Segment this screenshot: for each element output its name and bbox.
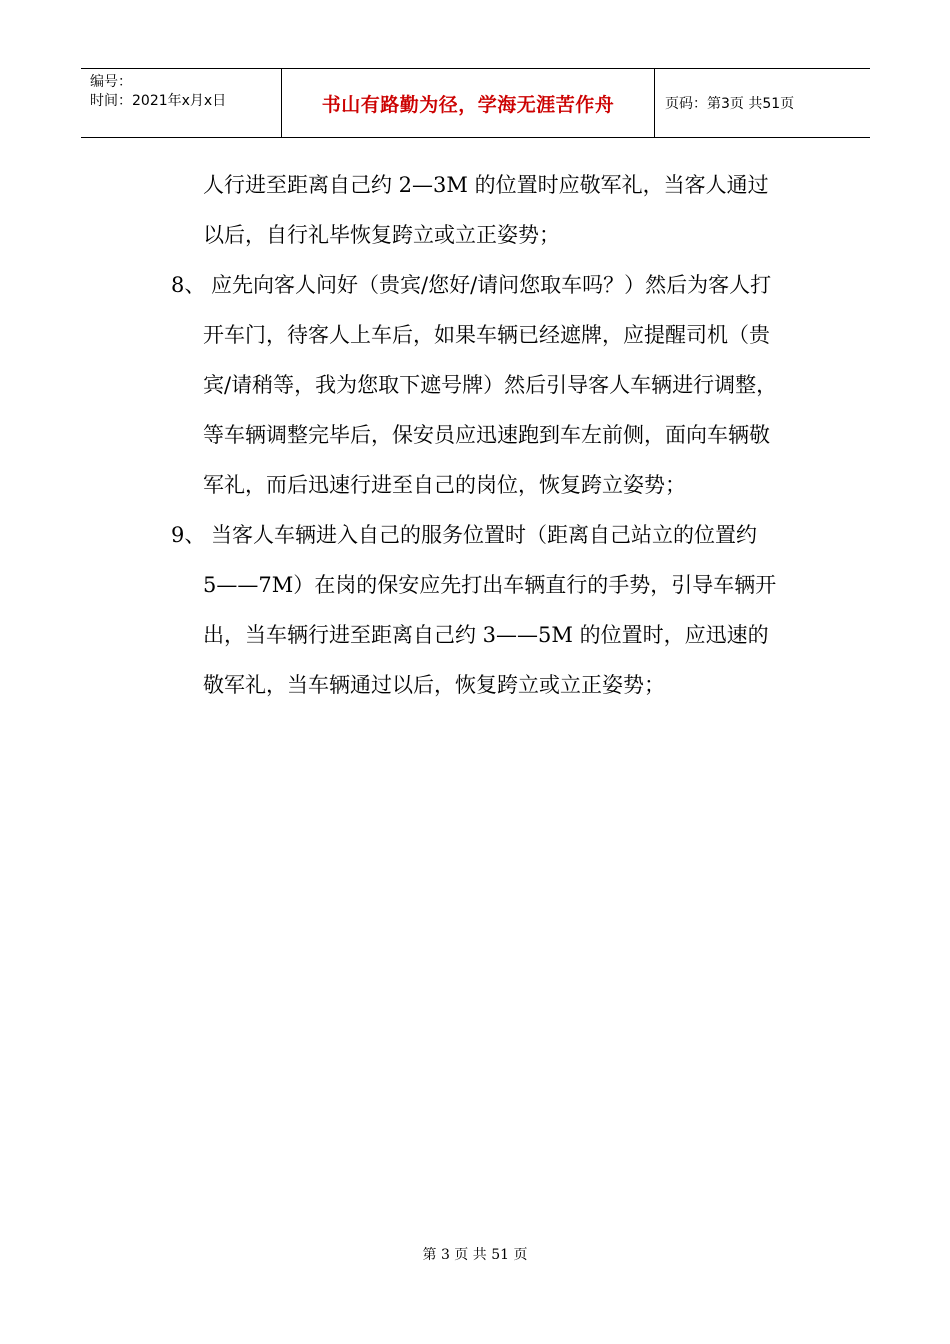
page-footer bbox=[0, 1244, 950, 1264]
paragraph-line: 应先向客人问好（贵宾/您好/请问您取车吗？）然后为客人打 bbox=[211, 273, 772, 297]
paragraph-line: 出，当车辆行进至距离自己约 3——5M 的位置时，应迅速的 bbox=[203, 623, 769, 647]
paragraph-line: 人行进至距离自己约 2—3M 的位置时应敬军礼，当客人通过 bbox=[203, 173, 769, 197]
paragraph-line: 开车门，待客人上车后，如果车辆已经遮牌，应提醒司机（贵 bbox=[203, 323, 770, 347]
paragraph-line: 当客人车辆进入自己的服务位置时（距离自己站立的位置约 bbox=[211, 523, 757, 547]
motto-text: 书山有路勤为径，学海无涯苦作舟 bbox=[321, 93, 615, 116]
paragraph-line: 以后，自行礼毕恢复跨立或立正姿势； bbox=[203, 223, 560, 247]
header-motto-cell bbox=[282, 69, 655, 137]
list-item-number: 8、 bbox=[171, 273, 206, 297]
paragraph-line: 宾/请稍等，我为您取下遮号牌）然后引导客人车辆进行调整， bbox=[203, 373, 778, 397]
paragraph-line: 军礼，而后迅速行进至自己的岗位，恢复跨立姿势； bbox=[203, 473, 686, 497]
footer-page-number: 第 3 页 共 51 页 bbox=[422, 1247, 528, 1263]
date-label: 时间：2021年x月x日 bbox=[90, 93, 227, 109]
header-meta-cell bbox=[81, 69, 282, 137]
paragraph-line: 等车辆调整完毕后，保安员应迅速跑到车左前侧，面向车辆敬 bbox=[203, 423, 770, 447]
paragraph-line: 敬军礼，当车辆通过以后，恢复跨立或立正姿势； bbox=[203, 673, 665, 697]
paragraph-line: 5——7M）在岗的保安应先打出车辆直行的手势，引导车辆开 bbox=[203, 573, 777, 597]
page-info: 页码：第3页 共51页 bbox=[665, 96, 795, 112]
list-item-number: 9、 bbox=[171, 523, 206, 547]
header-page-cell bbox=[655, 69, 870, 137]
serial-label: 编号： bbox=[90, 74, 132, 90]
document-header bbox=[81, 68, 870, 138]
